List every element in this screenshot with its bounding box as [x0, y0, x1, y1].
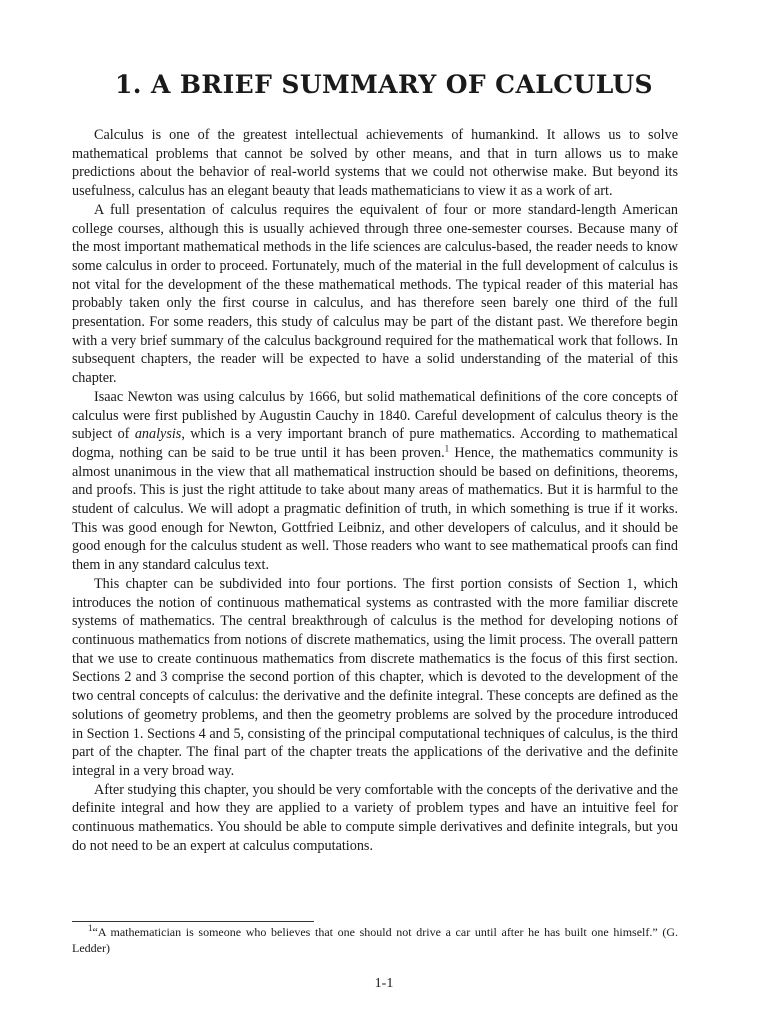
paragraph-full-presentation: A full presentation of calculus requires the equivalent of four or more standard-length American college courses, although this is usually achieved through three one-semester courses. Because many of the most important mathematical methods in the life sciences are calculus-based, the reader needs to know some calculus in order to proceed. Fortunately, much of the material in the full development of calculus is not vital for the development of the these mathematical methods. The typical reader of this material has probably taken only the first course in calculus, and has therefore seen barely one third of the full presentation. For some readers, this study of calculus may be part of the distant past. We therefore begin with a very brief summary of the calculus background required for the mathematical work that follows. In subsequent chapters, the reader will be expected to have a solid understanding of the material of this chapter. [72, 201, 678, 387]
paragraph-newton-part3: Hence, the mathematics community is almost unanimous in the view that all mathematical instruction should be based on definitions, theorems, and proofs. This is just the right attitude to take about many areas of mathematics. But it is harmful to the student of calculus. We will adopt a pragmatic definition of truth, in which something is true if it works. This was good enough for Newton, Gottfried Leibniz, and other developers of calculus, and it should be good enough for the calculus student as well. Those readers who want to see mathematical proofs can find them in any standard calculus text. [72, 444, 678, 574]
footnote [72, 924, 678, 956]
paragraph-chapter-structure: This chapter can be subdivided into four portions. The first portion consists of Section 1, which introduces the notion of continuous mathematical systems as contrasted with the more familiar discrete systems of mathematics. The central breakthrough of calculus is the method for developing notions of continuous mathematics from notions of discrete mathematics, using the limit process. The overall pattern that we use to create continuous mathematics from discrete mathematics is the focus of this first section. Sections 2 and 3 comprise the second portion of this chapter, which is devoted to the development of the two central concepts of calculus: the derivative and the definite integral. These concepts are defined as the solutions of geometry problems, and then the geometry problems are solved by the procedure introduced in Section 1. Sections 4 and 5, consisting of the principal computational techniques of calculus, is the third part of the chapter. The final part of the chapter treats the applications of the derivative and the definite integral in a very broad way. [72, 575, 678, 779]
footnote-text: “A mathematician is someone who believes that one should not drive a car until after he has built one himself.” (G. Ledder) [72, 925, 678, 955]
page-number: 1-1 [374, 976, 394, 991]
chapter-title: 1. A BRIEF SUMMARY OF CALCULUS [114, 70, 654, 99]
analysis-term: analysis [134, 426, 182, 443]
paragraph-intro: Calculus is one of the greatest intellectual achievements of humankind. It allows us to solve mathematical problems that cannot be solved by other means, and that in turn allows us to make predictions about the behavior of real-world systems that we could not otherwise make. But beyond its usefulness, calculus has an elegant beauty that leads mathematicians to view it as a work of art. [72, 127, 678, 200]
footnote-marker: 1 [444, 443, 450, 454]
paragraph-after-studying: After studying this chapter, you should be very comfortable with the concepts of the derivative and the definite integral and how they are applied to a variety of problem types and have an intuitive feel for continuous mathematics. You should be able to compute simple derivatives and definite integrals, but you do not need to be an expert at calculus computations. [72, 781, 678, 854]
body-text [72, 126, 678, 855]
footnote-divider [72, 921, 314, 922]
paragraph-newton [72, 388, 678, 575]
paragraph-newton-part1: Isaac Newton was using calculus by 1666, but solid mathematical definitions of the core concepts of calculus were first published by Augustin Cauchy in 1840. Careful development of calculus theory is the subject of [72, 388, 678, 443]
footnote-number: 1 [88, 923, 93, 933]
paragraph-newton-part2: , which is a very important branch of pure mathematics. According to mathematical dogma, nothing can be said to be true until it has been proven. [72, 426, 678, 461]
